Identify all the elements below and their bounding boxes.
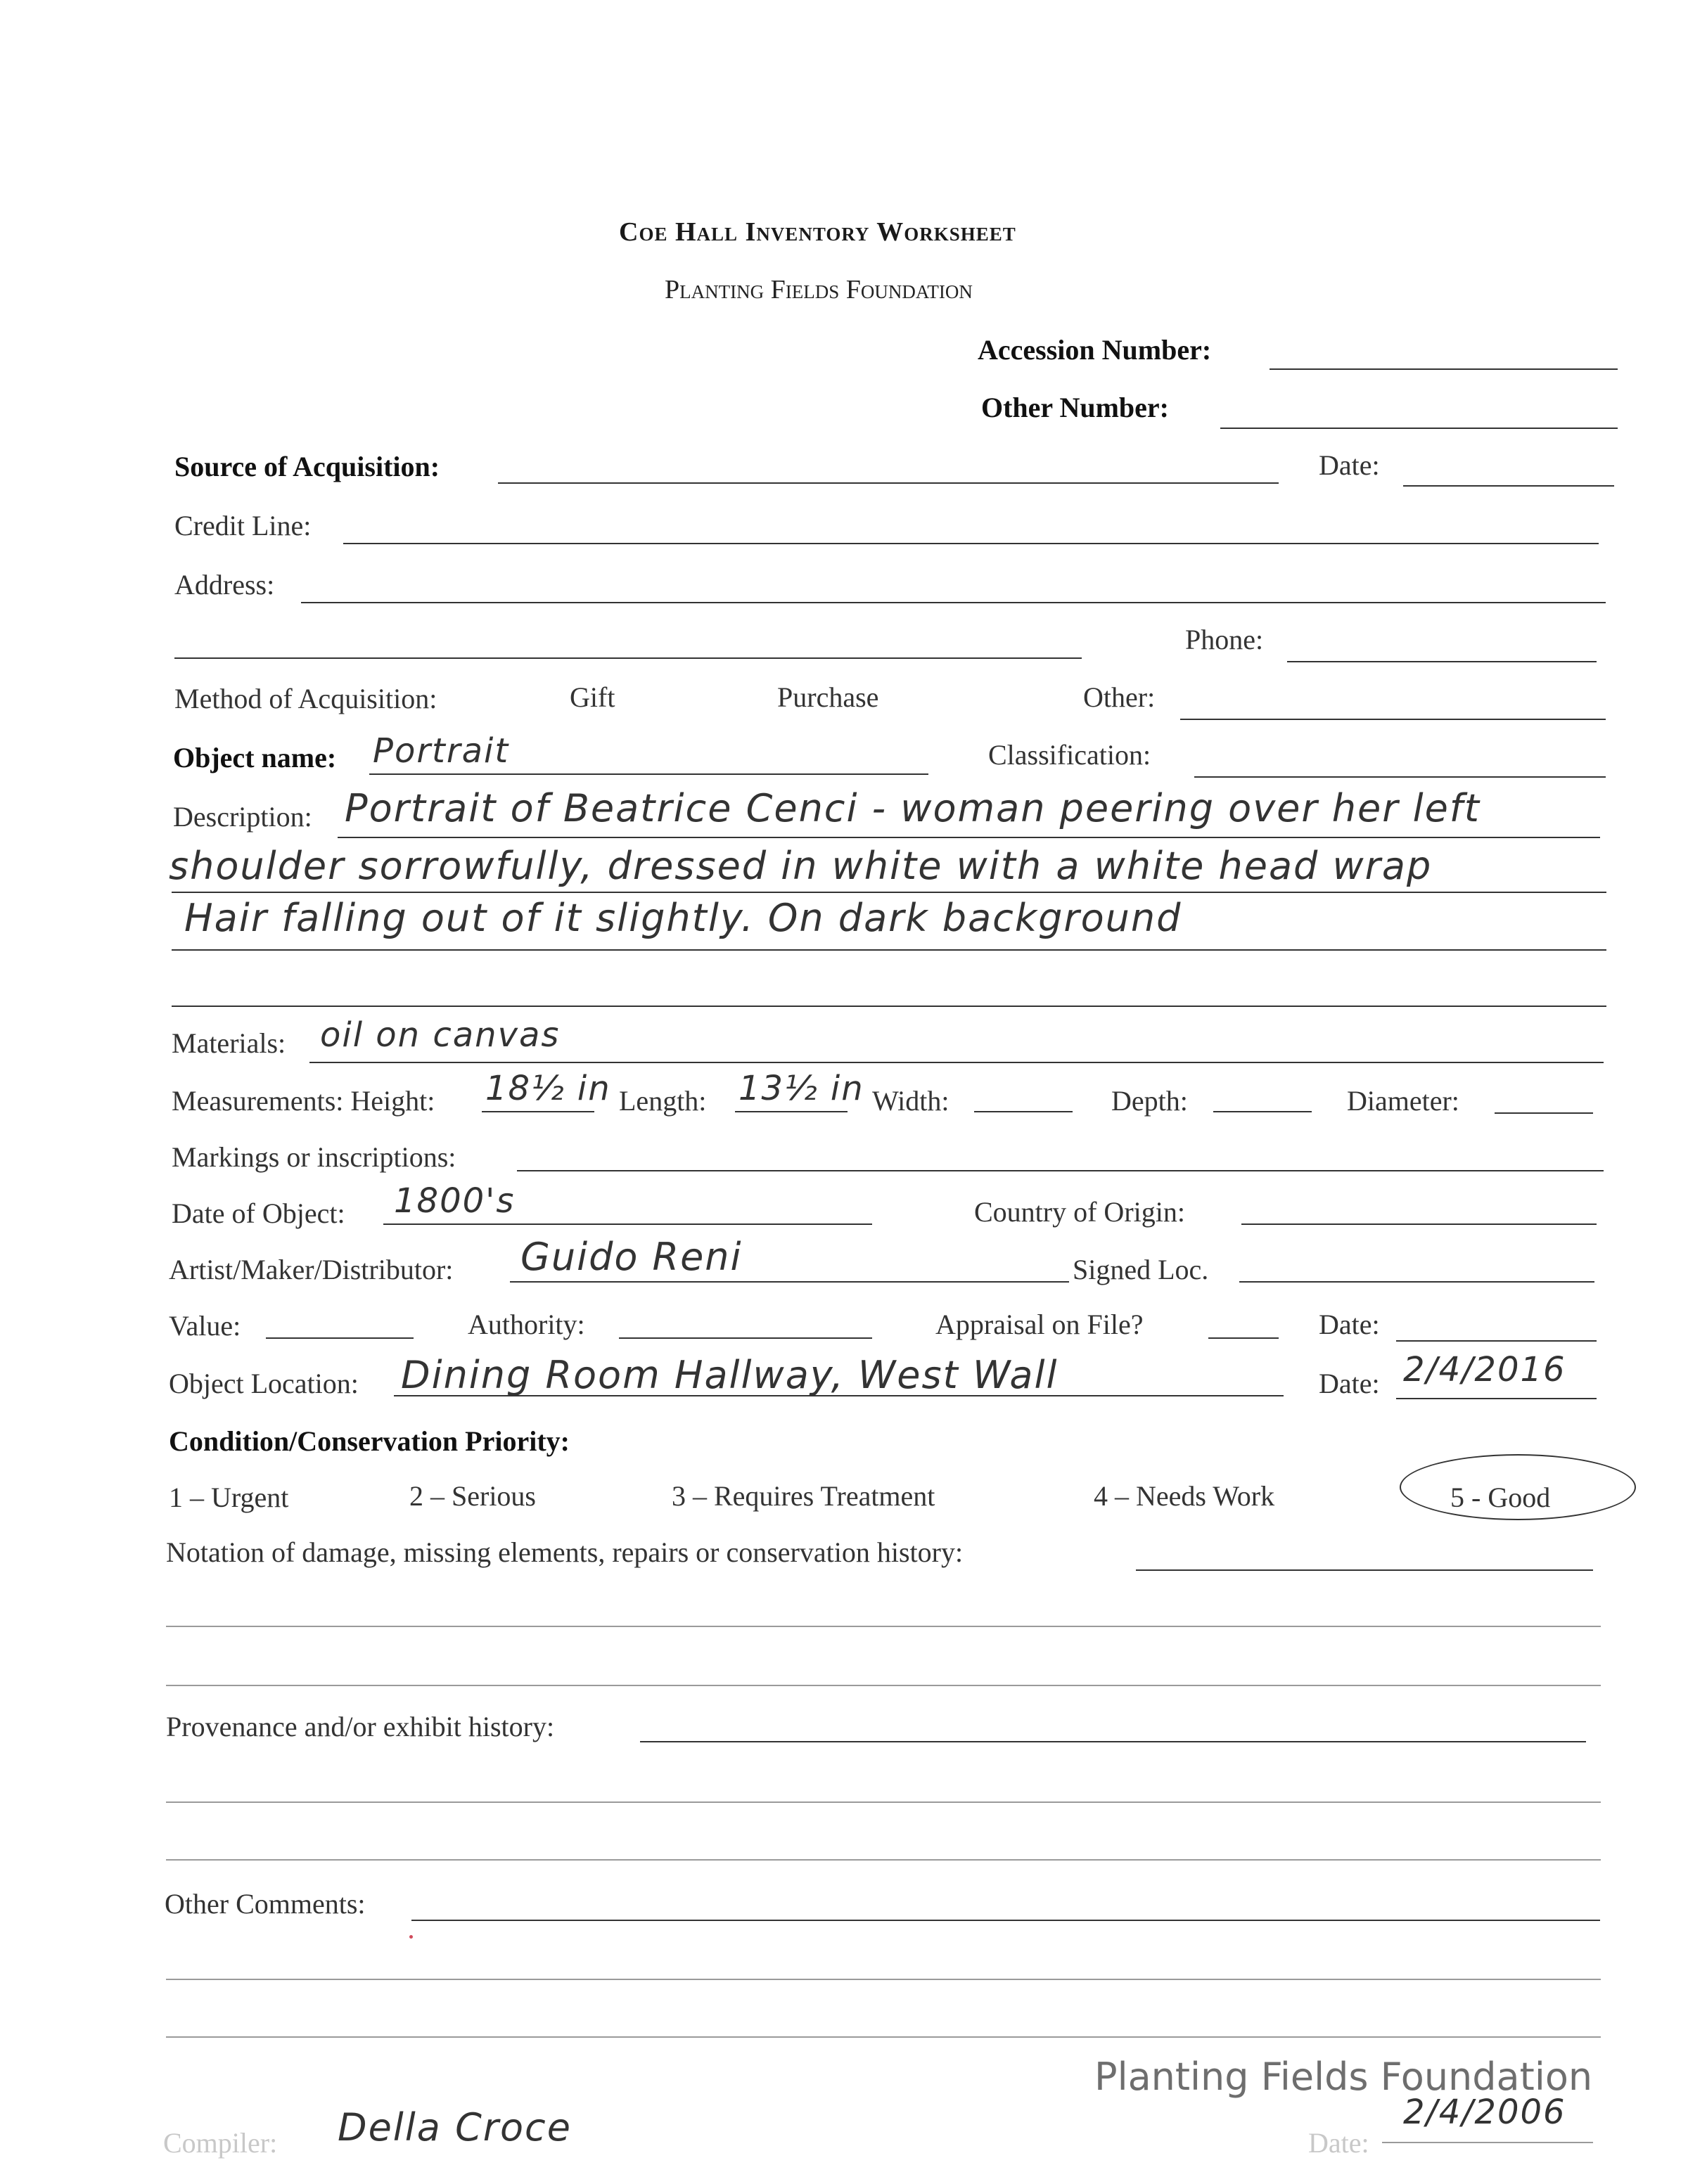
- watermark-text: Planting Fields Foundation: [1094, 2055, 1593, 2099]
- other-number-line[interactable]: [1220, 428, 1618, 429]
- appraisal-date-label: Date:: [1319, 1309, 1380, 1340]
- classification-label: Classification:: [988, 739, 1151, 771]
- width-label: Width:: [872, 1085, 950, 1117]
- phone-line[interactable]: [1287, 661, 1597, 662]
- description-line-3-text: Hair falling out of it slightly. On dark background: [184, 896, 1182, 940]
- address-label: Address:: [174, 569, 275, 600]
- other-number-label: Other Number:: [981, 392, 1169, 423]
- accession-number-label: Accession Number:: [978, 334, 1212, 366]
- compiler-value: Della Croce: [338, 2105, 572, 2150]
- location-date-label: Date:: [1319, 1368, 1380, 1399]
- notation-line-3[interactable]: [166, 1685, 1601, 1686]
- materials-label: Materials:: [172, 1027, 286, 1059]
- phone-label: Phone:: [1185, 624, 1264, 655]
- height-value: 18½ in: [485, 1069, 611, 1108]
- materials-value: oil on canvas: [320, 1015, 561, 1055]
- description-line-4[interactable]: [172, 1006, 1606, 1007]
- compiler-label: Compiler:: [163, 2127, 278, 2159]
- condition-urgent-option[interactable]: 1 – Urgent: [169, 1482, 289, 1513]
- authority-line[interactable]: [619, 1337, 872, 1339]
- address-line-1[interactable]: [301, 602, 1606, 603]
- source-of-acquisition-line[interactable]: [498, 482, 1279, 484]
- appraisal-line[interactable]: [1208, 1337, 1279, 1339]
- address-line-2[interactable]: [174, 657, 1082, 659]
- length-label: Length:: [619, 1085, 707, 1117]
- markings-line[interactable]: [517, 1170, 1604, 1171]
- depth-line[interactable]: [1213, 1111, 1312, 1112]
- method-other-line[interactable]: [1180, 719, 1606, 720]
- other-comments-label: Other Comments:: [165, 1888, 366, 1920]
- source-date-label: Date:: [1319, 449, 1380, 481]
- markings-label: Markings or inscriptions:: [172, 1141, 456, 1173]
- length-value: 13½ in: [738, 1069, 864, 1108]
- other-comments-line-1[interactable]: [411, 1920, 1600, 1921]
- source-date-line[interactable]: [1403, 485, 1614, 487]
- signed-loc-line[interactable]: [1239, 1281, 1594, 1283]
- location-date-line[interactable]: [1396, 1398, 1597, 1399]
- object-location-label: Object Location:: [169, 1368, 359, 1399]
- description-line-1[interactable]: [338, 837, 1600, 838]
- notation-line-2[interactable]: [166, 1626, 1601, 1627]
- description-line-2[interactable]: [172, 892, 1606, 893]
- height-line[interactable]: [482, 1111, 594, 1112]
- date-of-object-line[interactable]: [383, 1223, 872, 1225]
- date-of-object-value: 1800's: [394, 1181, 516, 1221]
- materials-line[interactable]: [309, 1062, 1604, 1063]
- description-line-1-text: Portrait of Beatrice Cenci - woman peering over her left: [345, 786, 1481, 830]
- red-mark: [409, 1935, 413, 1939]
- country-of-origin-line[interactable]: [1241, 1223, 1597, 1225]
- object-location-value: Dining Room Hallway, West Wall: [401, 1353, 1059, 1397]
- authority-label: Authority:: [468, 1309, 585, 1340]
- condition-good-option[interactable]: 5 - Good: [1450, 1482, 1551, 1513]
- measurements-height-label: Measurements: Height:: [172, 1085, 435, 1117]
- accession-number-line[interactable]: [1270, 368, 1618, 370]
- source-of-acquisition-label: Source of Acquisition:: [174, 451, 440, 482]
- provenance-line-3[interactable]: [166, 1859, 1601, 1861]
- description-label: Description:: [173, 801, 312, 833]
- location-date-value: 2/4/2016: [1403, 1350, 1566, 1389]
- country-of-origin-label: Country of Origin:: [974, 1196, 1185, 1228]
- condition-needs-work-option[interactable]: 4 – Needs Work: [1094, 1480, 1275, 1512]
- notation-line-1[interactable]: [1136, 1569, 1593, 1571]
- worksheet-title: Coe Hall Inventory Worksheet: [619, 217, 1016, 247]
- method-of-acquisition-label: Method of Acquisition:: [174, 683, 437, 714]
- method-purchase-option[interactable]: Purchase: [777, 681, 879, 713]
- appraisal-date-line[interactable]: [1396, 1340, 1597, 1342]
- artist-line[interactable]: [510, 1281, 1069, 1283]
- method-other-label: Other:: [1083, 681, 1156, 713]
- depth-label: Depth:: [1111, 1085, 1188, 1117]
- condition-requires-treatment-option[interactable]: 3 – Requires Treatment: [672, 1480, 935, 1512]
- width-line[interactable]: [974, 1111, 1073, 1112]
- diameter-label: Diameter:: [1347, 1085, 1459, 1117]
- length-line[interactable]: [735, 1111, 848, 1112]
- foundation-subtitle: Planting Fields Foundation: [665, 275, 973, 304]
- description-line-3[interactable]: [172, 949, 1606, 951]
- method-gift-option[interactable]: Gift: [570, 681, 615, 713]
- value-line[interactable]: [266, 1337, 414, 1339]
- compiler-date-line[interactable]: [1382, 2142, 1593, 2143]
- signed-loc-label: Signed Loc.: [1073, 1254, 1209, 1285]
- other-comments-line-3[interactable]: [166, 2036, 1601, 2038]
- object-name-label: Object name:: [173, 742, 337, 773]
- credit-line-label: Credit Line:: [174, 510, 312, 541]
- object-location-line[interactable]: [394, 1395, 1284, 1396]
- artist-maker-label: Artist/Maker/Distributor:: [169, 1254, 454, 1285]
- appraisal-label: Appraisal on File?: [935, 1309, 1144, 1340]
- provenance-label: Provenance and/or exhibit history:: [166, 1711, 555, 1742]
- compiler-date-label: Date:: [1308, 2127, 1369, 2159]
- artist-value: Guido Reni: [520, 1235, 743, 1279]
- condition-priority-label: Condition/Conservation Priority:: [169, 1425, 570, 1457]
- other-comments-line-2[interactable]: [166, 1979, 1601, 1980]
- description-line-2-text: shoulder sorrowfully, dressed in white with a white head wrap: [169, 844, 1433, 888]
- date-of-object-label: Date of Object:: [172, 1197, 345, 1229]
- object-name-value: Portrait: [373, 731, 510, 771]
- object-name-line[interactable]: [369, 773, 928, 775]
- credit-line-line[interactable]: [343, 543, 1599, 544]
- provenance-line-2[interactable]: [166, 1801, 1601, 1803]
- compiler-date-value: 2/4/2006: [1403, 2093, 1566, 2132]
- classification-line[interactable]: [1194, 776, 1606, 778]
- condition-serious-option[interactable]: 2 – Serious: [409, 1480, 536, 1512]
- value-label: Value:: [169, 1310, 241, 1342]
- diameter-line[interactable]: [1495, 1112, 1593, 1114]
- notation-label: Notation of damage, missing elements, repairs or conservation history:: [166, 1536, 964, 1568]
- provenance-line-1[interactable]: [640, 1741, 1586, 1742]
